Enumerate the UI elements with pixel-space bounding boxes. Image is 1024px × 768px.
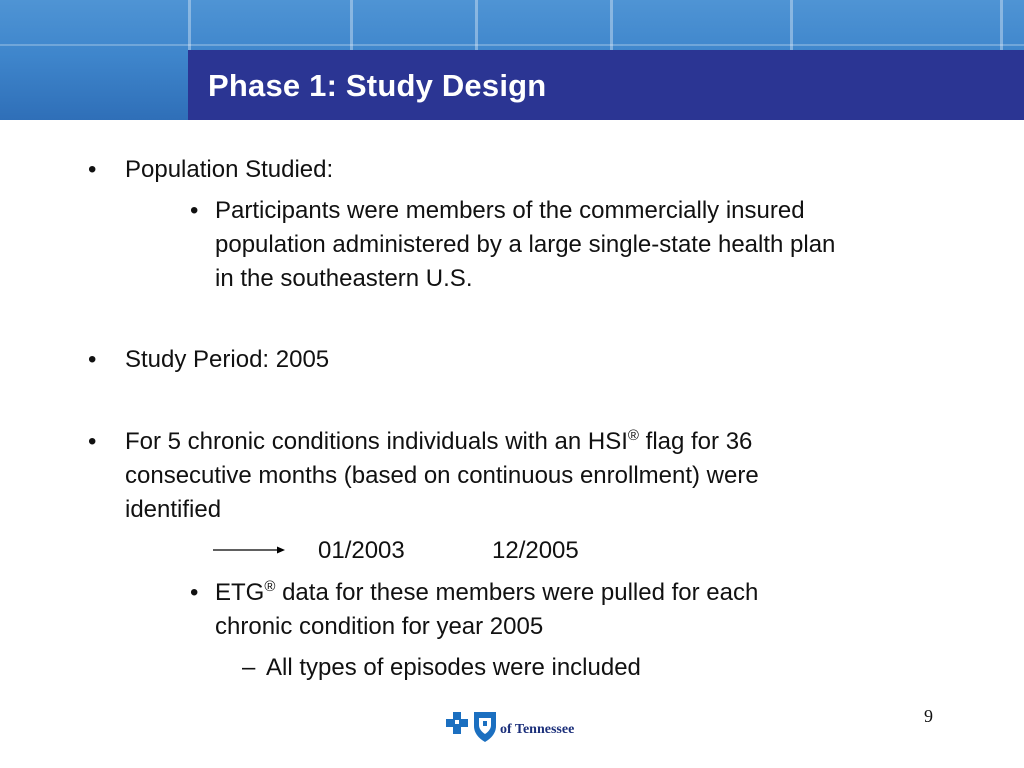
registered-mark: ® (264, 578, 276, 595)
registered-mark: ® (627, 427, 639, 444)
bullet-marker: • (88, 156, 97, 183)
header-background (0, 0, 1024, 120)
slide-title: Phase 1: Study Design (208, 68, 547, 103)
header-tile-line (0, 44, 1024, 46)
end-date: 12/2005 (492, 537, 579, 564)
etg-text-b: data for these members were pulled for each (275, 579, 759, 606)
bullet-marker: • (88, 428, 97, 455)
logo-text: of Tennessee (500, 722, 575, 737)
page-number: 9 (924, 706, 933, 726)
participants-line-2: population administered by a large single-state health plan (215, 231, 836, 258)
conditions-line-2: consecutive months (based on continuous enrollment) were (125, 462, 759, 489)
title-bar (188, 50, 1024, 120)
etg-line-1 (215, 576, 758, 610)
episodes-text: All types of episodes were included (266, 654, 641, 681)
dash-marker: – (242, 654, 256, 681)
conditions-line-3: identified (125, 496, 222, 523)
conditions-text-b: flag for 36 (638, 428, 753, 455)
blue-cross-blue-shield-logo (444, 710, 584, 744)
participants-line-1: Participants were members of the commercially insured (215, 197, 805, 224)
bullet-marker: • (88, 346, 97, 373)
logo-icon (444, 710, 498, 744)
etg-line-2: chronic condition for year 2005 (215, 613, 544, 640)
conditions-line-1 (125, 425, 752, 459)
study-period: Study Period: 2005 (125, 346, 330, 373)
etg-text-a: ETG (215, 579, 265, 606)
start-date: 01/2003 (318, 537, 405, 564)
bullet-marker: • (190, 579, 199, 606)
participants-line-3: in the southeastern U.S. (215, 265, 473, 292)
bullet-marker: • (190, 197, 199, 224)
population-label: Population Studied: (125, 156, 334, 183)
right-arrow-icon (213, 545, 285, 555)
conditions-text-a: For 5 chronic conditions individuals with an HSI (125, 428, 628, 455)
